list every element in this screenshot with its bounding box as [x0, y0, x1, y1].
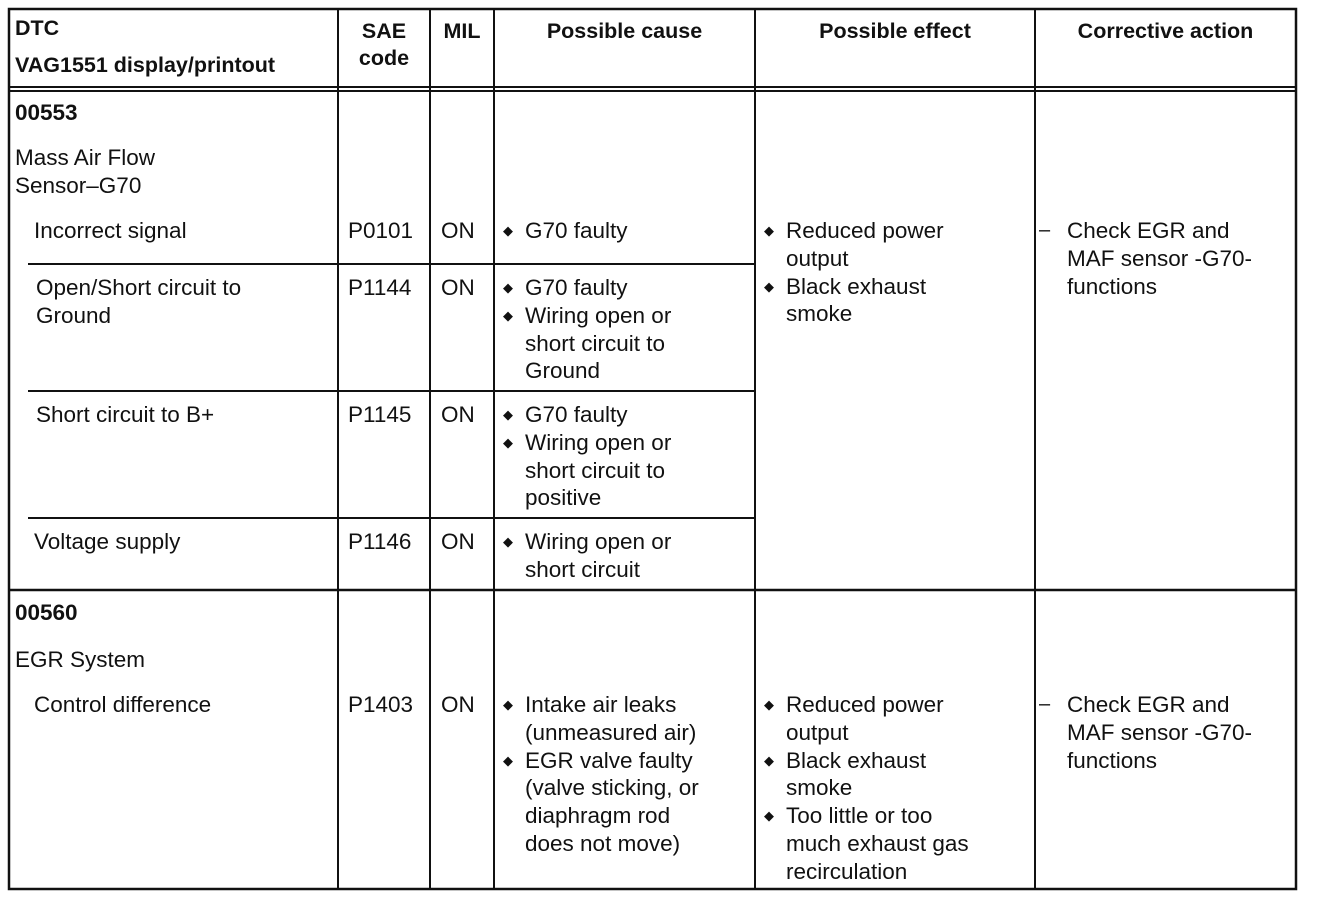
sae-code: P1403	[348, 692, 414, 717]
cause-item: ◆ G70 faulty	[501, 274, 671, 302]
cause-list	[501, 401, 671, 512]
cause-item: ◆ G70 faulty	[501, 217, 628, 245]
mil-status: ON	[441, 402, 475, 427]
cause-list	[501, 691, 699, 858]
action-list	[1035, 691, 1252, 774]
fault-label: Incorrect signal	[34, 218, 187, 243]
fault-label: Ground	[36, 303, 112, 328]
cause-item: ◆ G70 faulty	[501, 401, 671, 429]
sae-code: P1146	[348, 529, 412, 554]
cause-item: ◆ Wiring open or short circuit to Ground	[501, 302, 671, 385]
header-possible-effect: Possible effect	[819, 19, 971, 43]
effect-item: ◆ Reduced power output	[762, 691, 969, 747]
effect-list	[762, 217, 944, 328]
cause-item: ◆ Intake air leaks (unmeasured air)	[501, 691, 699, 747]
action-item: – Check EGR and MAF sensor -G70- functions	[1035, 691, 1252, 774]
header-possible-cause: Possible cause	[546, 19, 703, 43]
dtc-code: 00553	[15, 100, 78, 125]
dtc-code: 00560	[15, 600, 78, 625]
component-name: Sensor–G70	[15, 173, 142, 198]
fault-label: Control difference	[34, 692, 212, 717]
cause-list	[501, 217, 628, 245]
header-dtc: DTC	[15, 16, 60, 40]
component-name: EGR System	[15, 647, 146, 672]
cause-list	[501, 528, 671, 584]
mil-status: ON	[441, 275, 475, 300]
cause-list	[501, 274, 671, 385]
header-mil: MIL	[443, 19, 481, 43]
header-dtc-display: VAG1551 display/printout	[15, 53, 276, 77]
fault-label: Open/Short circuit to	[36, 275, 242, 300]
mil-status: ON	[441, 529, 475, 554]
action-item: – Check EGR and MAF sensor -G70- functions	[1035, 217, 1252, 300]
sae-code: P1145	[348, 402, 412, 427]
sae-code: P0101	[348, 218, 414, 243]
cause-item: ◆ EGR valve faulty (valve sticking, or diaphragm rod does not move)	[501, 747, 699, 858]
header-sae: SAE	[361, 19, 407, 43]
component-name: Mass Air Flow	[15, 145, 156, 170]
mil-status: ON	[441, 692, 475, 717]
effect-item: ◆ Black exhaust smoke	[762, 747, 969, 803]
mil-status: ON	[441, 218, 475, 243]
fault-label: Voltage supply	[34, 529, 181, 554]
effect-item: ◆ Too little or too much exhaust gas recirculation	[762, 802, 969, 885]
header-sae-code: code	[358, 46, 410, 70]
header-corrective-action: Corrective action	[1077, 19, 1254, 43]
effect-list	[762, 691, 969, 886]
sae-code: P1144	[348, 275, 412, 300]
cause-item: ◆ Wiring open or short circuit to positive	[501, 429, 671, 512]
effect-item: ◆ Black exhaust smoke	[762, 273, 944, 329]
fault-label: Short circuit to B+	[36, 402, 215, 427]
effect-item: ◆ Reduced power output	[762, 217, 944, 273]
cause-item: ◆ Wiring open or short circuit	[501, 528, 671, 584]
action-list	[1035, 217, 1252, 300]
